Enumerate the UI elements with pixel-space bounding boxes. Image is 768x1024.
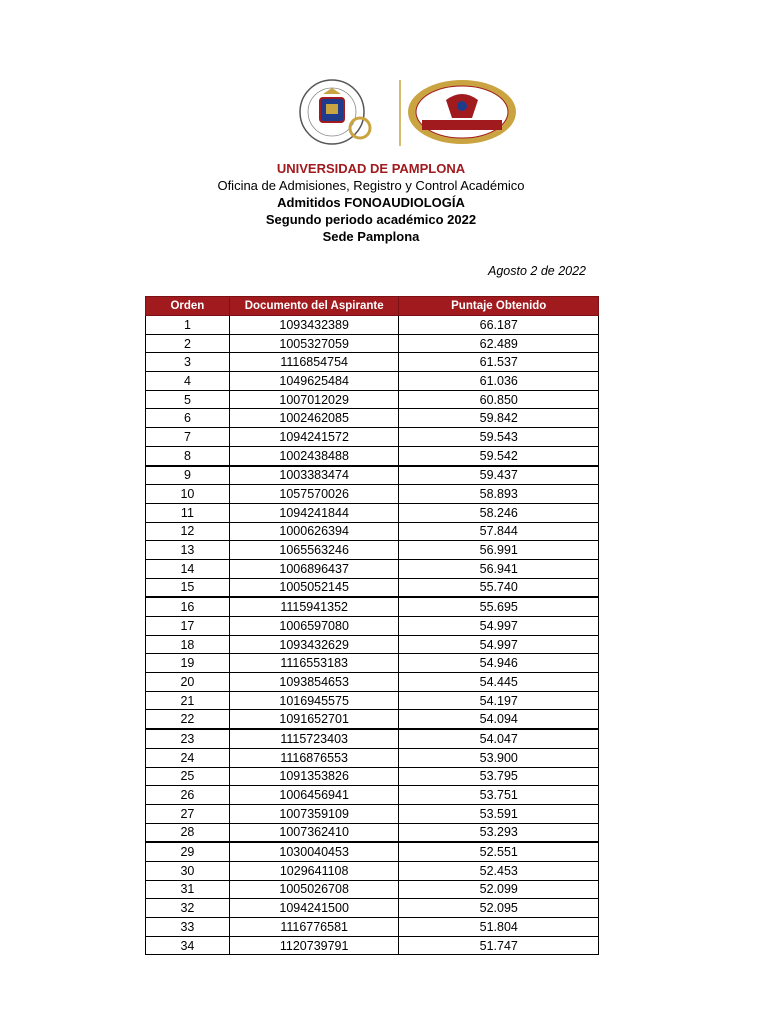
table-row [146,617,599,636]
score-cell: 59.542 [399,446,599,465]
table-row [146,804,599,823]
document-cell: 1006456941 [229,786,399,805]
document-cell: 1120739791 [229,936,399,955]
document-cell: 1093432629 [229,635,399,654]
table-row [146,654,599,673]
order-cell: 34 [146,936,230,955]
table-row [146,842,599,861]
order-cell: 28 [146,823,230,842]
order-cell: 10 [146,485,230,504]
order-cell: 33 [146,918,230,937]
score-cell: 53.795 [399,767,599,786]
score-cell: 54.047 [399,729,599,748]
table-row [146,466,599,485]
document-cell: 1006896437 [229,559,399,578]
column-header-document: Documento del Aspirante [229,297,399,316]
anniversary-badge-logo [408,80,516,144]
table-row [146,861,599,880]
document-cell: 1007362410 [229,823,399,842]
column-header-order: Orden [146,297,230,316]
score-cell: 59.543 [399,428,599,447]
order-cell: 29 [146,842,230,861]
column-header-score: Puntaje Obtenido [399,297,599,316]
score-cell: 53.900 [399,748,599,767]
table-row [146,578,599,597]
score-cell: 54.997 [399,617,599,636]
order-cell: 13 [146,541,230,560]
document-cell: 1049625484 [229,372,399,391]
table-row [146,446,599,465]
score-cell: 61.036 [399,372,599,391]
order-cell: 9 [146,466,230,485]
university-seal-logo [300,80,370,144]
document-cell: 1002438488 [229,446,399,465]
order-cell: 30 [146,861,230,880]
order-cell: 22 [146,710,230,729]
order-cell: 32 [146,899,230,918]
score-cell: 59.842 [399,409,599,428]
order-cell: 31 [146,880,230,899]
document-cell: 1093432389 [229,316,399,335]
document-cell: 1115723403 [229,729,399,748]
table-row [146,710,599,729]
table-row [146,522,599,541]
score-cell: 58.893 [399,485,599,504]
score-cell: 51.804 [399,918,599,937]
table-row [146,918,599,937]
office-name: Oficina de Admisiones, Registro y Control Académico [217,178,525,193]
table-row [146,691,599,710]
score-cell: 54.946 [399,654,599,673]
score-cell: 52.551 [399,842,599,861]
header-logos [296,78,522,148]
score-cell: 54.997 [399,635,599,654]
table-row [146,316,599,335]
document-cell: 1094241844 [229,503,399,522]
document-cell: 1116553183 [229,654,399,673]
table-row [146,786,599,805]
table-row [146,541,599,560]
table-row [146,428,599,447]
program-title: Admitidos FONOAUDIOLOGÍA [277,195,465,210]
order-cell: 18 [146,635,230,654]
score-cell: 60.850 [399,390,599,409]
document-cell: 1006597080 [229,617,399,636]
score-cell: 56.991 [399,541,599,560]
document-cell: 1005052145 [229,578,399,597]
document-cell: 1030040453 [229,842,399,861]
order-cell: 12 [146,522,230,541]
document-date: Agosto 2 de 2022 [488,264,586,278]
score-cell: 54.094 [399,710,599,729]
score-cell: 54.197 [399,691,599,710]
score-cell: 59.437 [399,466,599,485]
document-cell: 1000626394 [229,522,399,541]
table-row [146,899,599,918]
order-cell: 26 [146,786,230,805]
score-cell: 51.747 [399,936,599,955]
order-cell: 5 [146,390,230,409]
order-cell: 7 [146,428,230,447]
table-row [146,334,599,353]
score-cell: 62.489 [399,334,599,353]
order-cell: 2 [146,334,230,353]
score-cell: 54.445 [399,673,599,692]
admitted-table [145,296,599,955]
table-row [146,409,599,428]
table-row [146,485,599,504]
table-row [146,729,599,748]
score-cell: 61.537 [399,353,599,372]
score-cell: 66.187 [399,316,599,335]
score-cell: 53.591 [399,804,599,823]
order-cell: 8 [146,446,230,465]
score-cell: 52.095 [399,899,599,918]
table-row [146,673,599,692]
score-cell: 52.453 [399,861,599,880]
score-cell: 58.246 [399,503,599,522]
order-cell: 1 [146,316,230,335]
table-row [146,880,599,899]
table-row [146,559,599,578]
order-cell: 21 [146,691,230,710]
order-cell: 24 [146,748,230,767]
document-cell: 1003383474 [229,466,399,485]
academic-period: Segundo periodo académico 2022 [265,212,477,227]
document-cell: 1116776581 [229,918,399,937]
document-cell: 1005327059 [229,334,399,353]
order-cell: 16 [146,597,230,616]
document-cell: 1065563246 [229,541,399,560]
table-row [146,353,599,372]
document-cell: 1002462085 [229,409,399,428]
document-cell: 1116876553 [229,748,399,767]
score-cell: 53.293 [399,823,599,842]
document-cell: 1057570026 [229,485,399,504]
table-row [146,748,599,767]
document-cell: 1029641108 [229,861,399,880]
table-body [146,316,599,955]
document-cell: 1091353826 [229,767,399,786]
document-cell: 1115941352 [229,597,399,616]
score-cell: 55.695 [399,597,599,616]
score-cell: 52.099 [399,880,599,899]
order-cell: 6 [146,409,230,428]
document-cell: 1093854653 [229,673,399,692]
document-cell: 1116854754 [229,353,399,372]
university-name: UNIVERSIDAD DE PAMPLONA [276,161,466,176]
table-row [146,635,599,654]
table-row [146,503,599,522]
table-row [146,390,599,409]
order-cell: 15 [146,578,230,597]
campus-site: Sede Pamplona [322,229,420,244]
order-cell: 23 [146,729,230,748]
university-logos-graphic [296,78,522,148]
order-cell: 25 [146,767,230,786]
document-cell: 1091652701 [229,710,399,729]
order-cell: 3 [146,353,230,372]
document-cell: 1007012029 [229,390,399,409]
document-cell: 1094241572 [229,428,399,447]
table-row [146,823,599,842]
table-row [146,597,599,616]
document-cell: 1005026708 [229,880,399,899]
order-cell: 20 [146,673,230,692]
table-header-row [146,297,599,316]
score-cell: 56.941 [399,559,599,578]
table-row [146,372,599,391]
score-cell: 53.751 [399,786,599,805]
document-cell: 1007359109 [229,804,399,823]
order-cell: 11 [146,503,230,522]
document-cell: 1016945575 [229,691,399,710]
document-cell: 1094241500 [229,899,399,918]
score-cell: 57.844 [399,522,599,541]
score-cell: 55.740 [399,578,599,597]
order-cell: 27 [146,804,230,823]
order-cell: 19 [146,654,230,673]
order-cell: 4 [146,372,230,391]
table-row [146,936,599,955]
order-cell: 14 [146,559,230,578]
order-cell: 17 [146,617,230,636]
table-row [146,767,599,786]
document-header [0,160,742,245]
